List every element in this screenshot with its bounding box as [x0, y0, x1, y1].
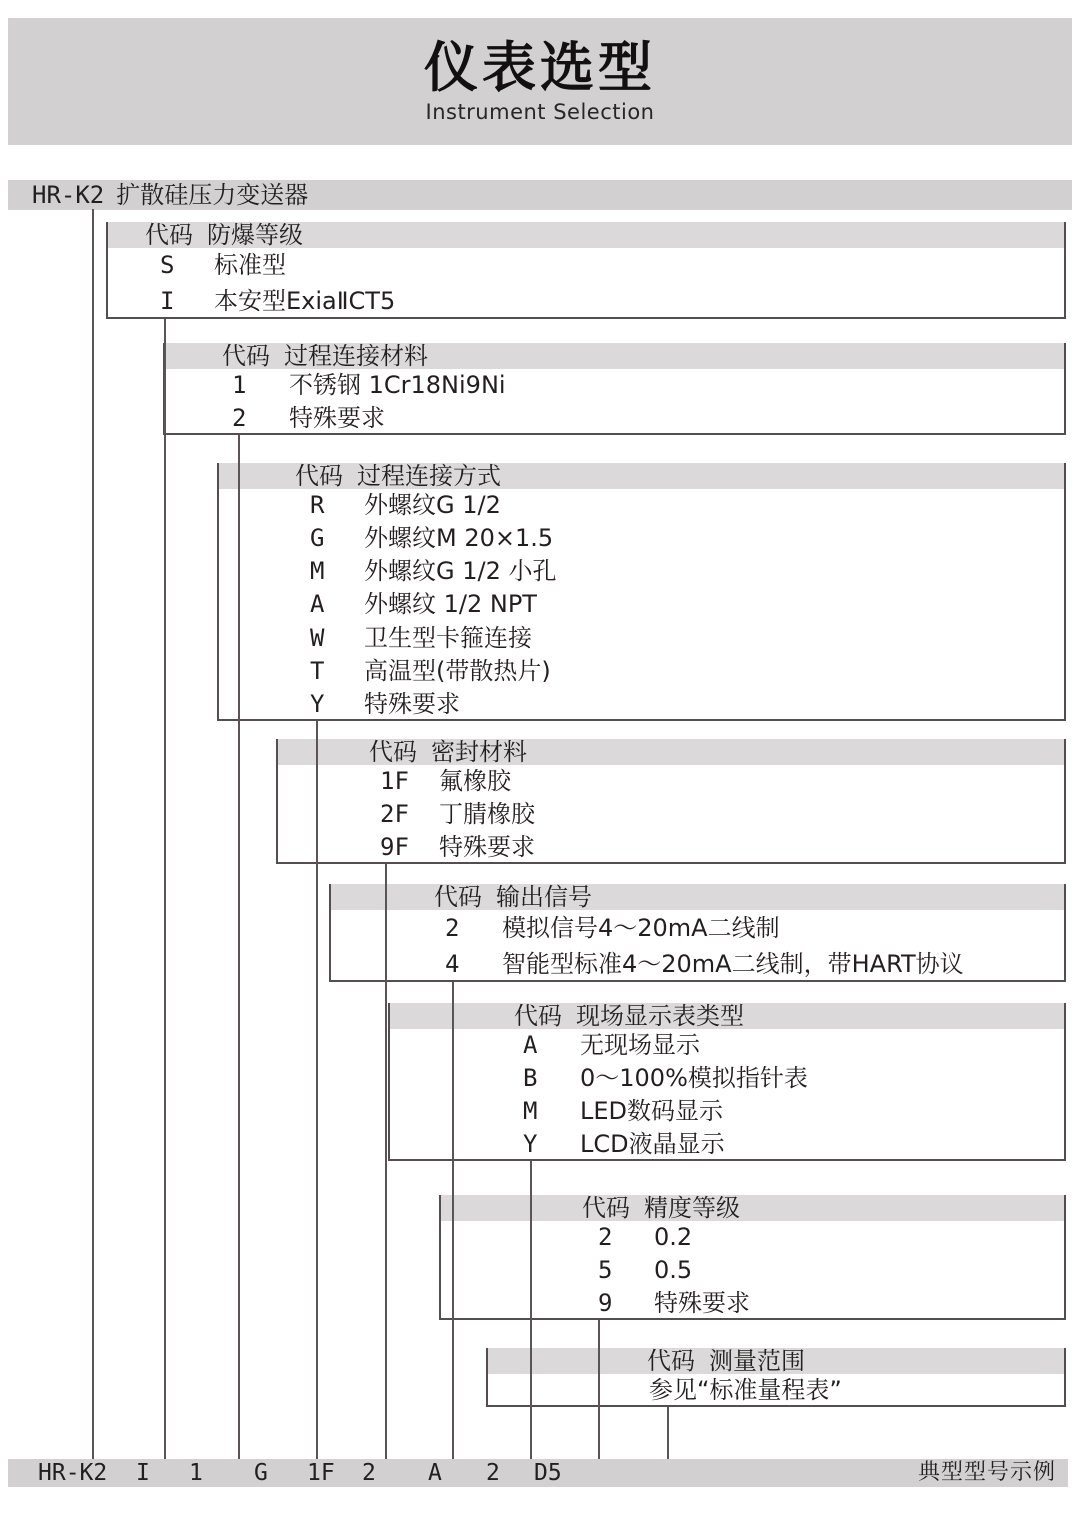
section-title: 测量范围 — [709, 1347, 805, 1375]
option-desc: 外螺纹G 1/2 — [364, 491, 501, 519]
section-header-text — [145, 222, 303, 248]
option-code: W — [310, 623, 325, 652]
option-row — [219, 522, 1064, 555]
option-desc: 卫生型卡箍连接 — [364, 623, 532, 652]
connector-line-5 — [385, 864, 387, 1459]
option-row — [219, 489, 1064, 522]
section-box-8 — [486, 1348, 1066, 1407]
option-desc: 特殊要求 — [439, 833, 535, 861]
section-box-6 — [388, 1003, 1066, 1161]
option-row — [331, 946, 1064, 982]
section-code-label: 代码 — [369, 738, 417, 766]
section-box-2 — [163, 343, 1066, 435]
section-header-text — [434, 884, 592, 910]
option-code: M — [310, 557, 325, 586]
section-title: 输出信号 — [496, 883, 592, 911]
section-code-label: 代码 — [295, 462, 343, 490]
option-code: A — [523, 1031, 538, 1059]
model-name: 扩散硅压力变送器 — [116, 181, 309, 209]
option-row — [278, 765, 1064, 798]
option-row — [488, 1374, 1064, 1407]
option-desc: 标准型 — [214, 251, 286, 279]
section-title: 密封材料 — [431, 738, 527, 766]
page-subtitle: Instrument Selection — [425, 99, 655, 124]
connector-line-1 — [92, 209, 94, 1459]
option-code: 9F — [380, 833, 409, 861]
connector-line-4 — [316, 721, 318, 1459]
option-desc: 0.5 — [654, 1256, 693, 1284]
option-desc: 0～100%模拟指针表 — [580, 1064, 808, 1092]
section-title: 过程连接材料 — [284, 342, 428, 370]
option-code: S — [160, 251, 175, 279]
section-code-label: 代码 — [145, 221, 193, 249]
connector-line-6 — [452, 982, 454, 1459]
section-header-text — [222, 343, 428, 369]
option-code: 4 — [445, 950, 460, 978]
example-code: G — [254, 1460, 268, 1486]
option-row — [165, 369, 1064, 402]
option-desc: 无现场显示 — [580, 1031, 700, 1059]
option-code: B — [523, 1064, 538, 1092]
option-code: T — [310, 656, 325, 685]
section-header-text — [647, 1348, 805, 1374]
section-header — [441, 1195, 1064, 1221]
connector-line-3 — [238, 435, 240, 1459]
option-row — [441, 1254, 1064, 1287]
option-code: Y — [310, 689, 325, 718]
example-code: HR-K2 — [38, 1460, 108, 1486]
section-header-text — [369, 739, 527, 765]
section-title: 现场显示表类型 — [576, 1002, 744, 1030]
section-box-1 — [106, 222, 1066, 319]
option-row — [219, 655, 1064, 688]
option-row — [219, 555, 1064, 588]
option-desc: 外螺纹M 20×1.5 — [364, 524, 554, 553]
example-code: A — [428, 1460, 442, 1486]
option-row — [390, 1029, 1064, 1062]
option-row — [441, 1221, 1064, 1254]
option-code: 5 — [598, 1256, 613, 1284]
option-row — [390, 1062, 1064, 1095]
page-title: 仪表选型 — [424, 36, 656, 99]
option-desc: 特殊要求 — [364, 689, 460, 718]
section-code-label: 代码 — [514, 1002, 562, 1030]
section-box-4 — [276, 739, 1066, 864]
option-row — [441, 1287, 1064, 1320]
section-box-3 — [217, 463, 1066, 721]
option-row — [219, 622, 1064, 655]
option-desc: 丁腈橡胶 — [439, 800, 535, 828]
option-desc: 0.2 — [654, 1223, 693, 1251]
section-title: 过程连接方式 — [357, 462, 501, 490]
option-row — [390, 1128, 1064, 1161]
option-desc: 高温型(带散热片) — [364, 656, 551, 685]
option-desc: LCD液晶显示 — [580, 1130, 725, 1158]
option-code: R — [310, 491, 325, 519]
option-code: A — [310, 590, 325, 619]
page-header-band — [8, 18, 1072, 145]
section-title: 防爆等级 — [207, 221, 303, 249]
option-row — [165, 402, 1064, 435]
option-code: 2 — [598, 1223, 613, 1251]
option-row — [108, 284, 1064, 320]
model-code: HR-K2 — [32, 181, 105, 209]
example-code: 2 — [362, 1460, 376, 1486]
section-header-text — [514, 1003, 744, 1029]
section-header-text — [295, 463, 501, 489]
option-desc: 特殊要求 — [289, 404, 385, 432]
option-code: I — [160, 286, 175, 315]
section-header-text — [582, 1195, 740, 1221]
option-row — [219, 688, 1064, 721]
example-code: 1 — [189, 1460, 203, 1486]
section-code-label: 代码 — [582, 1194, 630, 1222]
option-desc: 氟橡胶 — [439, 767, 511, 795]
option-desc: 模拟信号4～20mA二线制 — [502, 914, 780, 942]
connector-line-8 — [598, 1320, 600, 1459]
option-code: 9 — [598, 1289, 613, 1317]
option-row — [219, 588, 1064, 621]
option-desc: LED数码显示 — [580, 1097, 724, 1125]
option-desc: 参见“标准量程表” — [649, 1376, 842, 1404]
option-desc: 外螺纹 1/2 NPT — [364, 590, 537, 619]
option-code: Y — [523, 1130, 538, 1158]
option-code: M — [523, 1097, 538, 1125]
example-code: 1F — [307, 1460, 335, 1486]
option-desc: 智能型标准4～20mA二线制，带HART协议 — [502, 950, 964, 978]
option-row — [390, 1095, 1064, 1128]
option-desc: 外螺纹G 1/2 小孔 — [364, 557, 557, 586]
option-code: 2 — [232, 404, 247, 432]
option-row — [108, 248, 1064, 284]
section-box-7 — [439, 1195, 1066, 1320]
option-row — [278, 798, 1064, 831]
example-code: D5 — [534, 1460, 562, 1486]
connector-line-2 — [164, 319, 166, 1459]
section-box-5 — [329, 884, 1066, 982]
option-row — [278, 831, 1064, 864]
connector-line-7 — [530, 1161, 532, 1459]
section-code-label: 代码 — [222, 342, 270, 370]
example-caption: 典型型号示例 — [917, 1460, 1056, 1485]
option-row — [331, 910, 1064, 946]
option-code: 1F — [380, 767, 409, 795]
section-code-label: 代码 — [647, 1347, 695, 1375]
example-code: 2 — [486, 1460, 500, 1486]
example-code: I — [136, 1460, 150, 1486]
model-bar — [8, 180, 1072, 210]
section-title: 精度等级 — [644, 1194, 740, 1222]
option-desc: 不锈钢 1Cr18Ni9Ni — [289, 371, 506, 399]
example-model-bar — [8, 1459, 1068, 1487]
connector-line-9 — [667, 1407, 669, 1459]
option-code: 2 — [445, 914, 460, 942]
option-code: 1 — [232, 371, 247, 399]
section-code-label: 代码 — [434, 883, 482, 911]
option-desc: 本安型ExiaⅡCT5 — [214, 286, 396, 315]
option-code: G — [310, 524, 325, 553]
option-desc: 特殊要求 — [654, 1289, 750, 1317]
option-code: 2F — [380, 800, 409, 828]
